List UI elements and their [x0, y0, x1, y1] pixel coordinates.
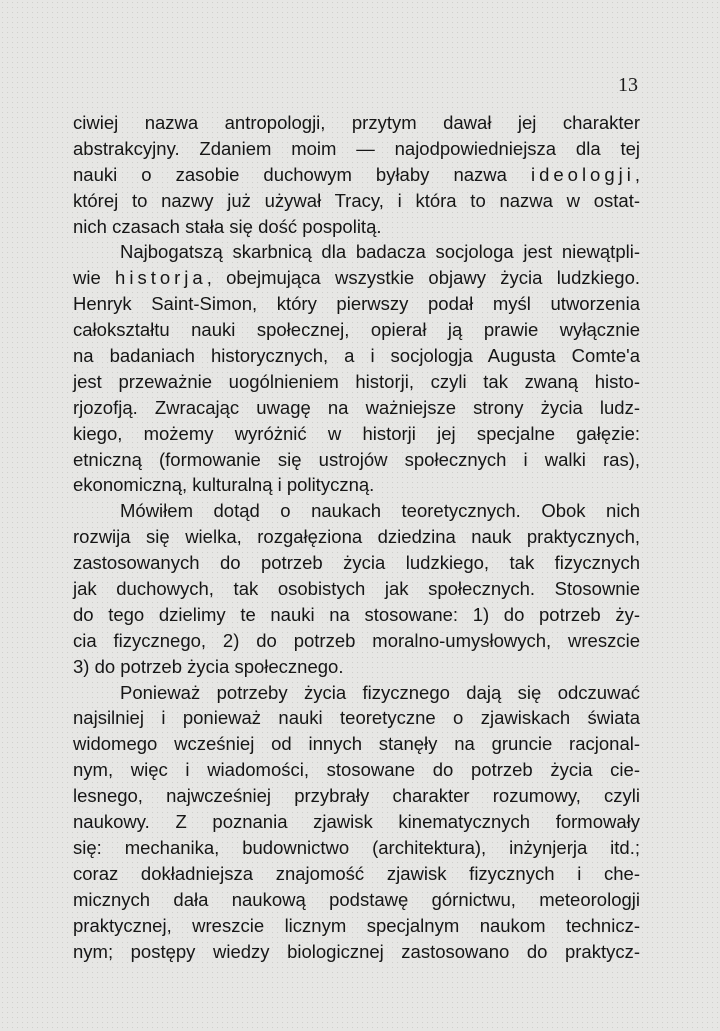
text-line-content: lesnego, najwcześniej przybrały charakter rozumowy, czyli — [73, 785, 640, 807]
text-line-content: Najbogatszą skarbnicą dla badacza socjologa jest niewątpli- — [120, 241, 640, 263]
text-line — [73, 707, 640, 733]
text-line-content: rjozofją. Zwracając uwagę na ważniejsze strony życia ludz- — [73, 396, 640, 418]
text-line — [73, 293, 640, 319]
text-line-content: jak duchowych, tak osobistych jak społecznych. Stosownie — [73, 578, 640, 600]
text-line — [73, 630, 640, 656]
text-line — [73, 267, 640, 293]
text-line-content: Henryk Saint-Simon, który pierwszy podał myśl utworzenia — [73, 293, 640, 315]
text-line-content — [73, 164, 640, 186]
text-line-content: której to nazwy już używał Tracy, i która to nazwa w ostat- — [73, 189, 640, 211]
text-line — [73, 164, 640, 190]
page-number: 13 — [618, 74, 638, 96]
text-line-content: Mówiłem dotąd o naukach teoretycznych. Obok nich — [120, 500, 640, 522]
text-line — [73, 682, 640, 708]
text-line — [73, 759, 640, 785]
text-line-content: etniczną (formowanie się ustrojów społecznych i walki ras), — [73, 448, 640, 470]
text-line — [73, 112, 640, 138]
text-line — [73, 190, 640, 216]
text-line-content: nym, więc i wiadomości, stosowane do potrzeb życia cie- — [73, 759, 640, 781]
text-line-content: 3) do potrzeb życia społecznego. — [73, 655, 344, 677]
text-line — [73, 863, 640, 889]
text-line-content: się: mechanika, budownictwo (architektura), inżynjerja itd.; — [73, 836, 640, 858]
text-line — [73, 397, 640, 423]
text-line — [73, 423, 640, 449]
text-segment: wie — [73, 267, 116, 289]
text-line — [73, 578, 640, 604]
text-line-content: widomego wcześniej od innych stanęły na gruncie racjonal- — [73, 733, 640, 755]
text-line — [73, 837, 640, 863]
text-segment: , obejmująca wszystkie objawy życia ludzkiego. — [206, 267, 640, 289]
text-line-content: praktycznej, wreszcie licznym specjalnym naukom technicz- — [73, 914, 640, 936]
text-line — [73, 733, 640, 759]
text-line-content: nym; postępy wiedzy biologicznej zastosowano do praktycz- — [73, 940, 640, 962]
text-line-content: rozwija się wielka, rozgałęziona dziedzina nauk praktycznych, — [73, 526, 640, 548]
text-line-content: jest przeważnie uogólnieniem historji, czyli tak zwaną histo- — [73, 370, 640, 392]
text-line-content — [73, 267, 640, 289]
text-line-content: do tego dzielimy te nauki na stosowane: 1) do potrzeb ży- — [73, 603, 640, 625]
text-line — [73, 474, 640, 500]
page-body-text — [73, 112, 640, 966]
text-line — [73, 319, 640, 345]
text-line-content: zastosowanych do potrzeb życia ludzkiego, tak fizycznych — [73, 552, 640, 574]
text-line-content: coraz dokładniejsza znajomość zjawisk fizycznych i che- — [73, 862, 640, 884]
text-line — [73, 552, 640, 578]
text-line — [73, 345, 640, 371]
text-line — [73, 604, 640, 630]
text-line — [73, 371, 640, 397]
spaced-emphasis: ideologji — [530, 163, 635, 185]
text-line — [73, 889, 640, 915]
text-line — [73, 449, 640, 475]
text-line-content: najsilniej i ponieważ nauki teoretyczne o zjawiskach świata — [73, 707, 640, 729]
text-line — [73, 941, 640, 967]
text-line — [73, 500, 640, 526]
text-line — [73, 526, 640, 552]
text-line-content: naukowy. Z poznania zjawisk kinematycznych formowały — [73, 811, 640, 833]
text-line-content: micznych dała naukową podstawę górnictwu, meteorologji — [73, 888, 640, 910]
text-line-content: ekonomiczną, kulturalną i polityczną. — [73, 474, 375, 496]
text-line-content: kiego, możemy wyróżnić w historji jej specjalne gałęzie: — [73, 422, 640, 444]
spaced-emphasis: historja — [115, 267, 207, 289]
text-segment: , — [634, 163, 640, 185]
text-line — [73, 138, 640, 164]
text-line-content: na badaniach historycznych, a i socjologja Augusta Comte'a — [73, 345, 640, 367]
text-line — [73, 656, 640, 682]
text-line-content: cia fizycznego, 2) do potrzeb moralno-umysłowych, wreszcie — [73, 629, 640, 651]
text-line — [73, 216, 640, 242]
text-line-content: całokształtu nauki społecznej, opierał ją prawie wyłącznie — [73, 319, 640, 341]
text-line — [73, 785, 640, 811]
text-line — [73, 241, 640, 267]
text-line — [73, 811, 640, 837]
text-line-content: abstrakcyjny. Zdaniem moim — najodpowiedniejsza dla tej — [73, 137, 640, 159]
text-line-content: nich czasach stała się dość pospolitą. — [73, 215, 382, 237]
text-segment: nauki o zasobie duchowym byłaby nazwa — [73, 163, 531, 185]
text-line-content: Ponieważ potrzeby życia fizycznego dają się odczuwać — [120, 681, 640, 703]
text-line-content: ciwiej nazwa antropologji, przytym dawał jej charakter — [73, 112, 640, 133]
text-line — [73, 915, 640, 941]
